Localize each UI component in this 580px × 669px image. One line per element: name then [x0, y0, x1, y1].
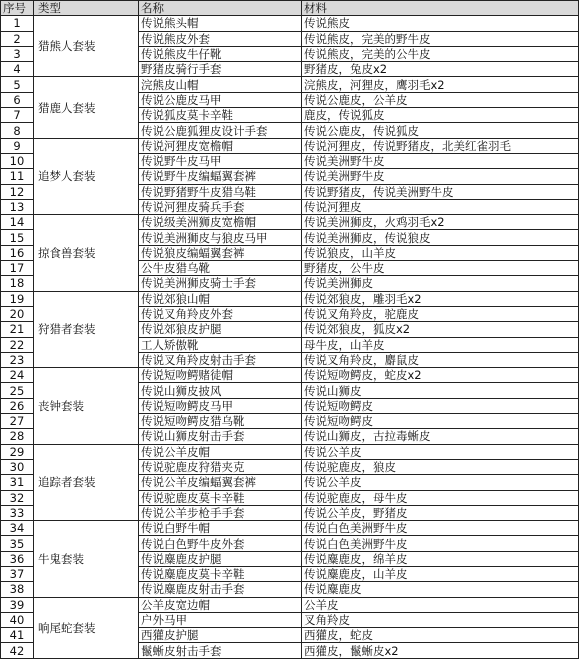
row-index: 31 — [1, 475, 34, 490]
table-row — [1, 444, 579, 459]
item-name: 传说河狸皮骑兵手套 — [139, 199, 302, 214]
item-name: 传说山狮皮射击手套 — [139, 429, 302, 444]
set-type-cell: 猎鹿人套装 — [34, 77, 139, 138]
set-type-cell: 追梦人套装 — [34, 138, 139, 214]
row-index: 37 — [1, 566, 34, 581]
item-material: 传说短吻鳄皮 — [302, 414, 579, 429]
table-row — [1, 16, 579, 31]
item-name: 传说公羊皮帽 — [139, 444, 302, 459]
item-name: 野猪皮骑行手套 — [139, 62, 302, 77]
item-name: 公牛皮猎乌靴 — [139, 261, 302, 276]
item-name: 传说麋鹿皮射击手套 — [139, 582, 302, 597]
row-index: 35 — [1, 536, 34, 551]
header-row — [1, 1, 579, 16]
item-material: 传说山狮皮，古拉毒蜥皮 — [302, 429, 579, 444]
item-material: 公羊皮 — [302, 597, 579, 612]
item-name: 传说公羊皮编蝠翼套裤 — [139, 475, 302, 490]
item-material: 传说白色美洲野牛皮 — [302, 521, 579, 536]
item-name: 传说美洲狮皮与狼皮马甲 — [139, 230, 302, 245]
item-name: 传说白色野牛皮外套 — [139, 536, 302, 551]
row-index: 30 — [1, 459, 34, 474]
item-material: 传说公鹿皮，公羊皮 — [302, 92, 579, 107]
item-material: 传说河狸皮 — [302, 199, 579, 214]
item-material: 传说美洲狮皮，火鸡羽毛x2 — [302, 215, 579, 230]
item-name: 传说短吻鳄赌徒帽 — [139, 368, 302, 383]
item-material: 传说麋鹿皮，绵羊皮 — [302, 551, 579, 566]
table-row — [1, 291, 579, 306]
item-material: 传说美洲狮皮，传说狼皮 — [302, 230, 579, 245]
row-index: 6 — [1, 92, 34, 107]
item-name: 传说叉角羚皮射击手套 — [139, 352, 302, 367]
set-type-cell: 丧钟套装 — [34, 368, 139, 444]
row-index: 11 — [1, 169, 34, 184]
item-material: 传说驼鹿皮，狼皮 — [302, 459, 579, 474]
item-material: 母牛皮，山羊皮 — [302, 337, 579, 352]
item-name: 传说叉角羚皮外套 — [139, 306, 302, 321]
row-index: 19 — [1, 291, 34, 306]
item-material: 传说郊狼皮，狐皮x2 — [302, 322, 579, 337]
row-index: 16 — [1, 245, 34, 260]
item-name: 传说公鹿皮马甲 — [139, 92, 302, 107]
item-name: 传说河狸皮宽檐帽 — [139, 138, 302, 153]
table-row — [1, 138, 579, 153]
item-material: 传说美洲野牛皮 — [302, 169, 579, 184]
item-material: 传说美洲野牛皮 — [302, 153, 579, 168]
row-index: 27 — [1, 414, 34, 429]
item-material: 传说公羊皮 — [302, 444, 579, 459]
item-name: 传说郊狼山帽 — [139, 291, 302, 306]
row-index: 32 — [1, 490, 34, 505]
table-row — [1, 597, 579, 612]
row-index: 10 — [1, 153, 34, 168]
header-type: 类型 — [34, 1, 139, 16]
item-name: 西獾皮护腿 — [139, 628, 302, 643]
item-material: 传说野猪皮，传说美洲野牛皮 — [302, 184, 579, 199]
item-name: 传说野牛皮编蝠翼套裤 — [139, 169, 302, 184]
row-index: 40 — [1, 612, 34, 627]
row-index: 41 — [1, 628, 34, 643]
row-index: 25 — [1, 383, 34, 398]
set-type-cell: 掠食兽套装 — [34, 215, 139, 291]
set-type-cell: 响尾蛇套装 — [34, 597, 139, 658]
row-index: 20 — [1, 306, 34, 321]
item-name: 传说驼鹿皮狩猎夹克 — [139, 459, 302, 474]
row-index: 4 — [1, 62, 34, 77]
item-material: 西獾皮，蛇皮 — [302, 628, 579, 643]
row-index: 29 — [1, 444, 34, 459]
header-name: 名称 — [139, 1, 302, 16]
item-name: 公羊皮宽边帽 — [139, 597, 302, 612]
table-row — [1, 521, 579, 536]
row-index: 21 — [1, 322, 34, 337]
row-index: 18 — [1, 276, 34, 291]
row-index: 13 — [1, 199, 34, 214]
row-index: 5 — [1, 77, 34, 92]
item-material: 传说公鹿皮，传说狐皮 — [302, 123, 579, 138]
row-index: 9 — [1, 138, 34, 153]
item-name: 浣熊皮山帽 — [139, 77, 302, 92]
set-type-cell: 狩猎者套装 — [34, 291, 139, 367]
item-material: 传说熊皮 — [302, 16, 579, 31]
item-name: 传说公羊步枪手手套 — [139, 505, 302, 520]
item-name: 传说熊头帽 — [139, 16, 302, 31]
item-material: 传说熊皮，完美的野牛皮 — [302, 31, 579, 46]
item-material: 传说河狸皮，传说野猪皮，北美红雀羽毛 — [302, 138, 579, 153]
item-name: 传说山狮皮披风 — [139, 383, 302, 398]
row-index: 14 — [1, 215, 34, 230]
item-name: 传说野牛皮马甲 — [139, 153, 302, 168]
header-material: 材料 — [302, 1, 579, 16]
item-material: 传说山狮皮 — [302, 383, 579, 398]
item-name: 传说狼皮编蝠翼套裤 — [139, 245, 302, 260]
item-material: 传说狼皮，山羊皮 — [302, 245, 579, 260]
row-index: 22 — [1, 337, 34, 352]
item-name: 鬣蜥皮射击手套 — [139, 643, 302, 658]
item-material: 叉角羚皮 — [302, 612, 579, 627]
item-material: 传说麋鹿皮，山羊皮 — [302, 566, 579, 581]
row-index: 23 — [1, 352, 34, 367]
item-material: 传说白色美洲野牛皮 — [302, 536, 579, 551]
item-material: 传说短吻鳄皮 — [302, 398, 579, 413]
item-name: 传说短吻鳄皮猎乌靴 — [139, 414, 302, 429]
item-material: 传说郊狼皮，雕羽毛x2 — [302, 291, 579, 306]
item-name: 传说驼鹿皮莫卡辛鞋 — [139, 490, 302, 505]
row-index: 26 — [1, 398, 34, 413]
item-name: 传说美洲狮皮骑士手套 — [139, 276, 302, 291]
row-index: 3 — [1, 46, 34, 61]
item-material: 传说短吻鳄皮，蛇皮x2 — [302, 368, 579, 383]
item-name: 户外马甲 — [139, 612, 302, 627]
item-name: 传说野猪野牛皮猎乌鞋 — [139, 184, 302, 199]
row-index: 8 — [1, 123, 34, 138]
item-name: 传说狐皮莫卡辛鞋 — [139, 108, 302, 123]
row-index: 15 — [1, 230, 34, 245]
row-index: 24 — [1, 368, 34, 383]
item-material: 传说叉角羚皮，麝鼠皮 — [302, 352, 579, 367]
item-material: 传说麋鹿皮 — [302, 582, 579, 597]
item-name: 传说麋鹿皮莫卡辛鞋 — [139, 566, 302, 581]
row-index: 34 — [1, 521, 34, 536]
item-material: 传说熊皮，完美的公牛皮 — [302, 46, 579, 61]
item-name: 传说短吻鳄皮马甲 — [139, 398, 302, 413]
set-type-cell: 猎熊人套装 — [34, 16, 139, 77]
item-material: 传说公羊皮 — [302, 475, 579, 490]
item-name: 工人矫傲靴 — [139, 337, 302, 352]
set-type-cell: 牛鬼套装 — [34, 521, 139, 597]
row-index: 12 — [1, 184, 34, 199]
item-material: 传说美洲狮皮 — [302, 276, 579, 291]
row-index: 33 — [1, 505, 34, 520]
row-index: 36 — [1, 551, 34, 566]
item-name: 传说熊皮牛仔靴 — [139, 46, 302, 61]
item-material: 传说公羊皮，野猪皮 — [302, 505, 579, 520]
item-material: 野猪皮，兔皮x2 — [302, 62, 579, 77]
row-index: 42 — [1, 643, 34, 658]
item-material: 传说叉角羚皮，驼鹿皮 — [302, 306, 579, 321]
item-material: 传说驼鹿皮，母牛皮 — [302, 490, 579, 505]
table-row — [1, 215, 579, 230]
row-index: 17 — [1, 261, 34, 276]
item-material: 野猪皮，公牛皮 — [302, 261, 579, 276]
table-row — [1, 77, 579, 92]
item-material: 西獾皮，鬣蜥皮x2 — [302, 643, 579, 658]
item-name: 传说公鹿狐狸皮设计手套 — [139, 123, 302, 138]
row-index: 1 — [1, 16, 34, 31]
item-material: 浣熊皮，河狸皮，鹰羽毛x2 — [302, 77, 579, 92]
row-index: 28 — [1, 429, 34, 444]
row-index: 7 — [1, 108, 34, 123]
table-row — [1, 368, 579, 383]
item-name: 传说熊皮外套 — [139, 31, 302, 46]
row-index: 2 — [1, 31, 34, 46]
item-name: 传说麋鹿皮护腿 — [139, 551, 302, 566]
item-name: 传说白野牛帽 — [139, 521, 302, 536]
item-material: 鹿皮，传说狐皮 — [302, 108, 579, 123]
item-name: 传说郊狼皮护腿 — [139, 322, 302, 337]
header-index: 序号 — [1, 1, 34, 16]
row-index: 38 — [1, 582, 34, 597]
row-index: 39 — [1, 597, 34, 612]
set-type-cell: 追踪者套装 — [34, 444, 139, 520]
item-name: 传说级美洲狮皮宽檐帽 — [139, 215, 302, 230]
